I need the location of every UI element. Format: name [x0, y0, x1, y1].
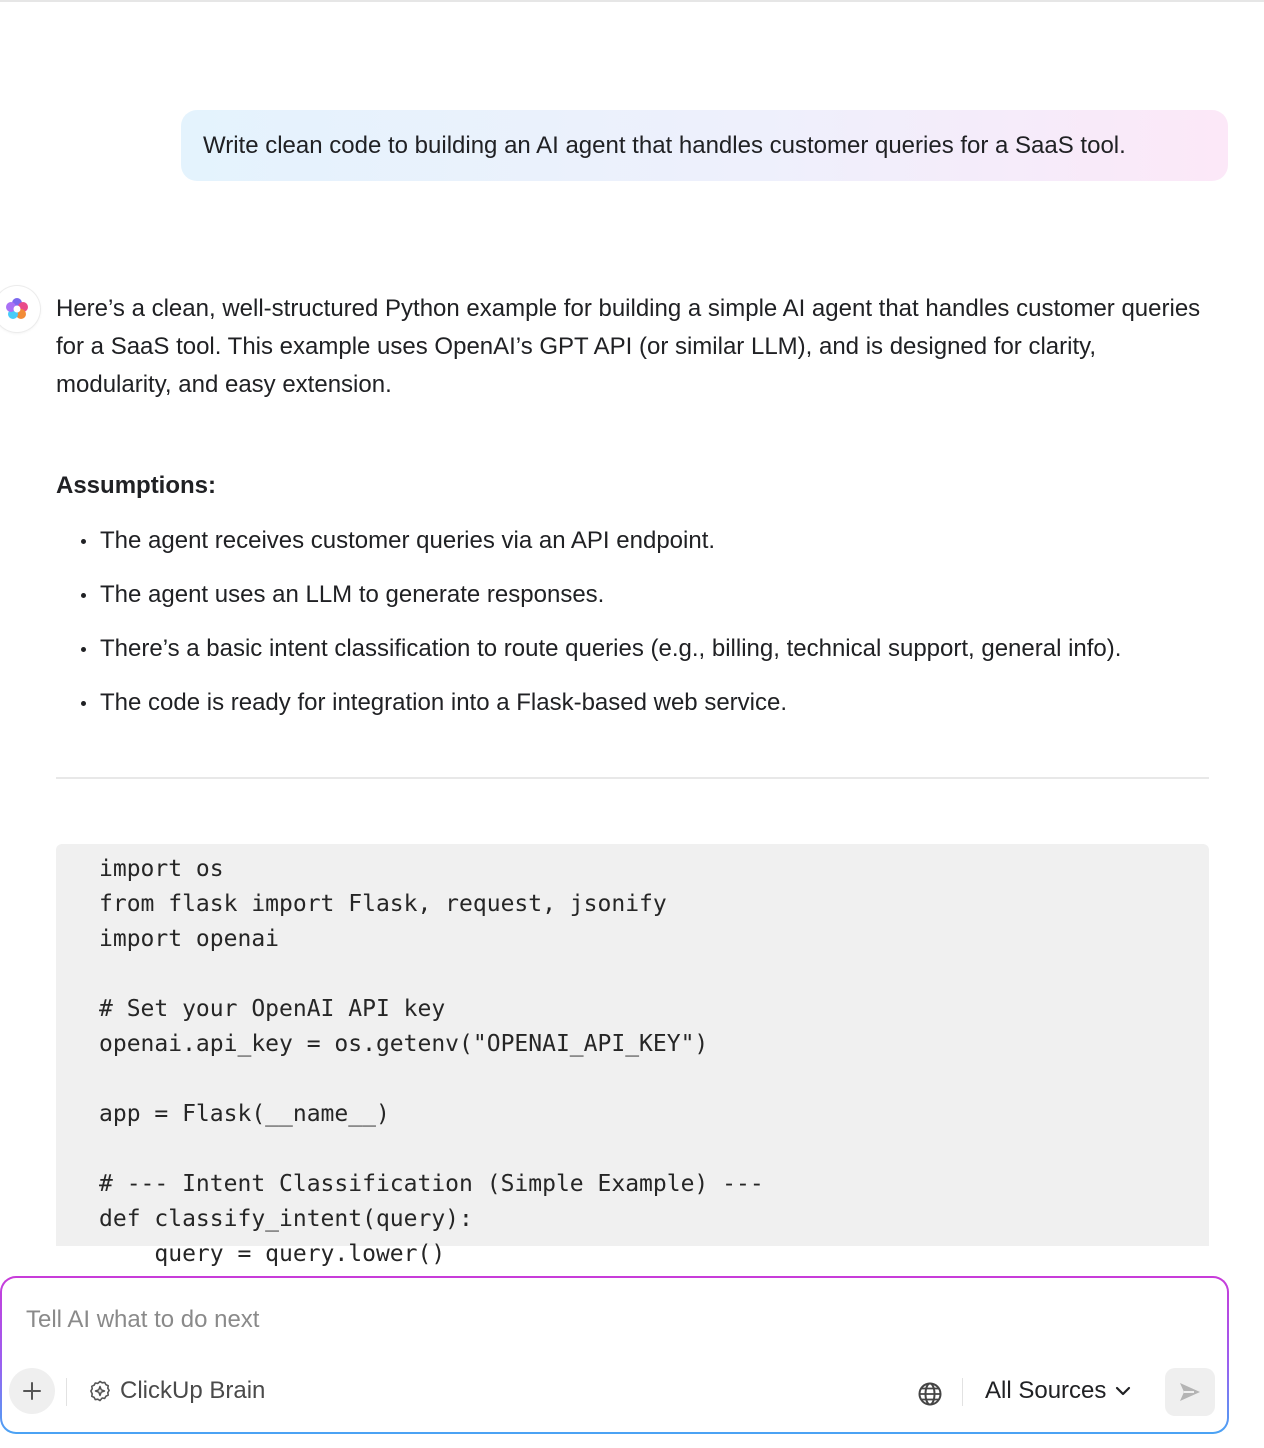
list-item: [56, 522, 1209, 560]
code-text: import os from flask import Flask, request, jsonify import openai # Set your OpenAI API key openai.api_key = os.getenv("OPENAI_API_KEY") app = Flask(__name__) # --- Intent Classification (Simple Example) --- def classify_intent(query): query = query.lower(): [99, 856, 764, 1267]
toolbar-separator: [962, 1378, 963, 1406]
send-icon: [1177, 1379, 1203, 1405]
list-item-text: The code is ready for integration into a Flask-based web service.: [100, 689, 788, 716]
assistant-response: [56, 290, 1209, 404]
send-button[interactable]: [1165, 1368, 1215, 1416]
ai-composer: [0, 1276, 1229, 1434]
sources-label: All Sources: [985, 1377, 1107, 1404]
list-item-text: There’s a basic intent classification to route queries (e.g., billing, technical support, general info).: [100, 635, 1122, 662]
list-item-text: The agent uses an LLM to generate responses.: [100, 581, 605, 608]
add-attachment-button[interactable]: [9, 1368, 55, 1414]
clickup-brain-flower-icon: [3, 295, 31, 323]
section-divider: [56, 777, 1209, 779]
plus-icon: [22, 1381, 42, 1401]
list-item: [56, 630, 1209, 668]
bullet-icon: [81, 593, 86, 598]
list-item: [56, 684, 1209, 722]
list-item: [56, 576, 1209, 614]
assistant-avatar: [0, 286, 40, 332]
sources-dropdown[interactable]: [985, 1374, 1132, 1408]
brain-gear-icon: [88, 1379, 112, 1403]
globe-icon: [917, 1381, 943, 1407]
assumptions-list: [56, 522, 1209, 738]
web-search-toggle[interactable]: [915, 1379, 945, 1409]
assumptions-heading: Assumptions:: [56, 472, 217, 499]
ai-prompt-input[interactable]: [26, 1302, 1176, 1338]
list-item-text: The agent receives customer queries via an API endpoint.: [100, 527, 716, 554]
assistant-intro-text: Here’s a clean, well-structured Python example for building a simple AI agent that handles customer queries for a SaaS tool. This example uses OpenAI’s GPT API (or similar LLM), and is designed for clarity, modularity, and easy extension.: [56, 295, 1201, 398]
user-message-text: Write clean code to building an AI agent that handles customer queries for a SaaS tool.: [203, 131, 1126, 159]
code-block[interactable]: [56, 844, 1209, 1267]
bullet-icon: [81, 539, 86, 544]
clickup-brain-button[interactable]: [88, 1374, 265, 1408]
bullet-icon: [81, 647, 86, 652]
user-message-bubble: [181, 110, 1228, 181]
chevron-down-icon: [1114, 1382, 1132, 1400]
brain-label: ClickUp Brain: [120, 1377, 266, 1404]
top-divider: [0, 0, 1264, 2]
bullet-icon: [81, 701, 86, 706]
toolbar-separator: [66, 1378, 67, 1406]
